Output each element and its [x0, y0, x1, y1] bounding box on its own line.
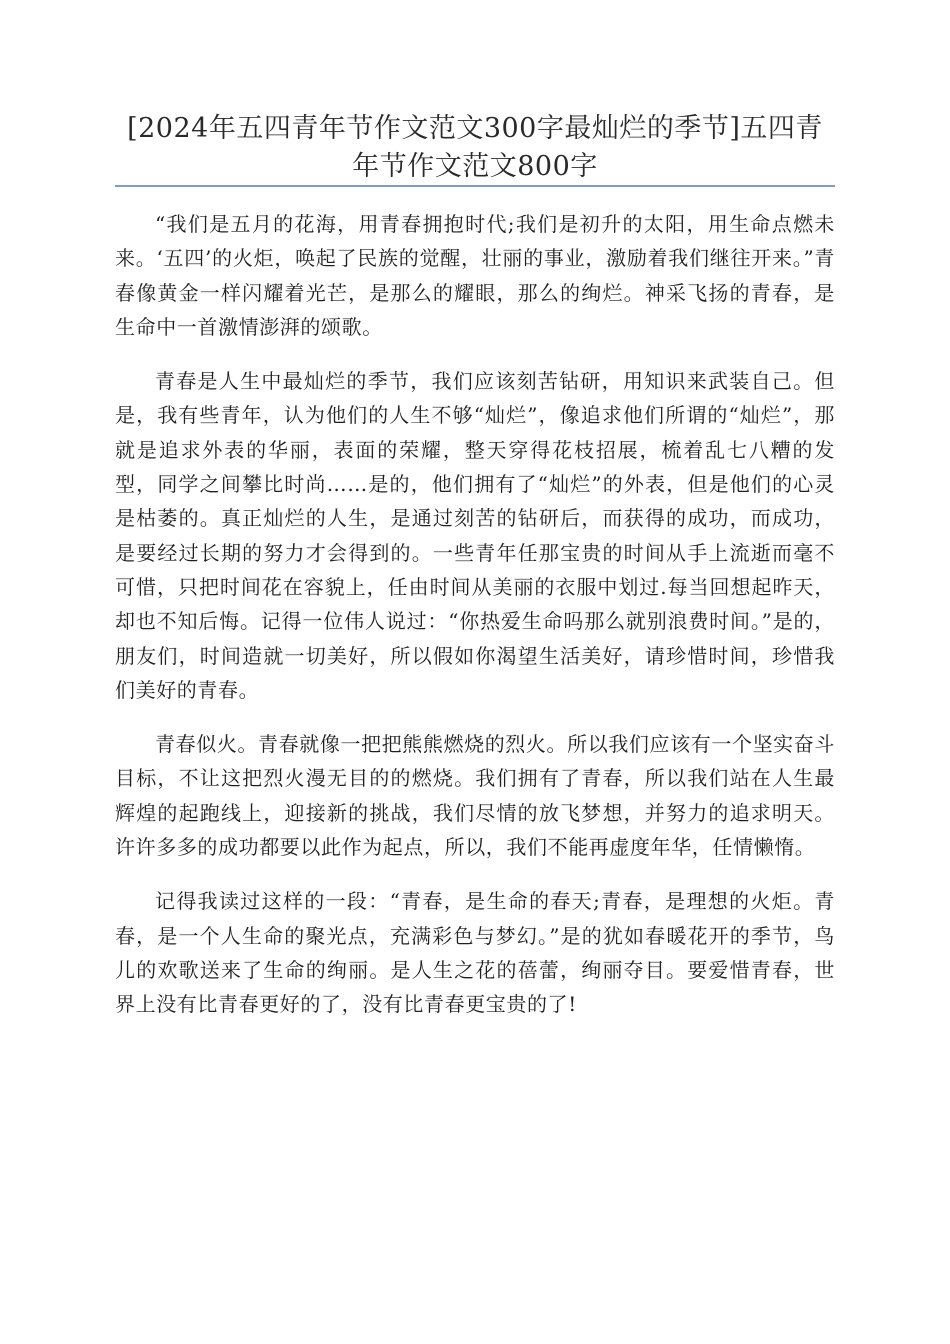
- paragraph-2: 青春是人生中最灿烂的季节，我们应该刻苦钻研，用知识来武装自己。但是，我有些青年，认为他们的人生不够“灿烂”，像追求他们所谓的“灿烂”，那就是追求外表的华丽，表面的荣耀，整天穿得花枝招展，梳着乱七八糟的发型，同学之间攀比时尚……是的，他们拥有了“灿烂”的外表，但是他们的心灵是枯萎的。真正灿烂的人生，是通过刻苦的钻研后，而获得的成功，而成功，是要经过长期的努力才会得到的。一些青年任那宝贵的时间从手上流逝而毫不可惜，只把时间花在容貌上，任由时间从美丽的衣服中划过.每当回想起昨天，却也不知后悔。记得一位伟人说过：“你热爱生命吗那么就别浪费时间。”是的，朋友们，时间造就一切美好，所以假如你渴望生活美好，请珍惜时间，珍惜我们美好的青春。: [115, 369, 835, 702]
- title-underline: [115, 185, 835, 187]
- paragraph-1: “我们是五月的花海，用青春拥抱时代;我们是初升的太阳，用生命点燃未来。‘五四’的火炬，唤起了民族的觉醒，壮丽的事业，激励着我们继往开来。”青春像黄金一样闪耀着光芒，是那么的耀眼，那么的绚烂。神采飞扬的青春，是生命中一首激情澎湃的颂歌。: [115, 212, 835, 339]
- paragraph-4: 记得我读过这样的一段：“青春，是生命的春天;青春，是理想的火炬。青春，是一个人生命的聚光点，充满彩色与梦幻。”是的犹如春暖花开的季节，鸟儿的欢歌送来了生命的绚丽。是人生之花的蓓蕾，绚丽夺目。要爱惜青春，世界上没有比青春更好的了，没有比青春更宝贵的了!: [115, 889, 835, 1017]
- document-title: [2024年五四青年节作文范文300字最灿烂的季节]五四青年节作文范文800字: [127, 113, 823, 182]
- document-body: [115, 207, 835, 1042]
- paragraph-3: 青春似火。青春就像一把把熊熊燃烧的烈火。所以我们应该有一个坚实奋斗目标，不让这把烈火漫无目的的燃烧。我们拥有了青春，所以我们站在人生最辉煌的起跑线上，迎接新的挑战，我们尽情的放飞梦想，并努力的追求明天。许许多多的成功都要以此作为起点，所以，我们不能再虚度年华，任情懒惰。: [115, 732, 835, 860]
